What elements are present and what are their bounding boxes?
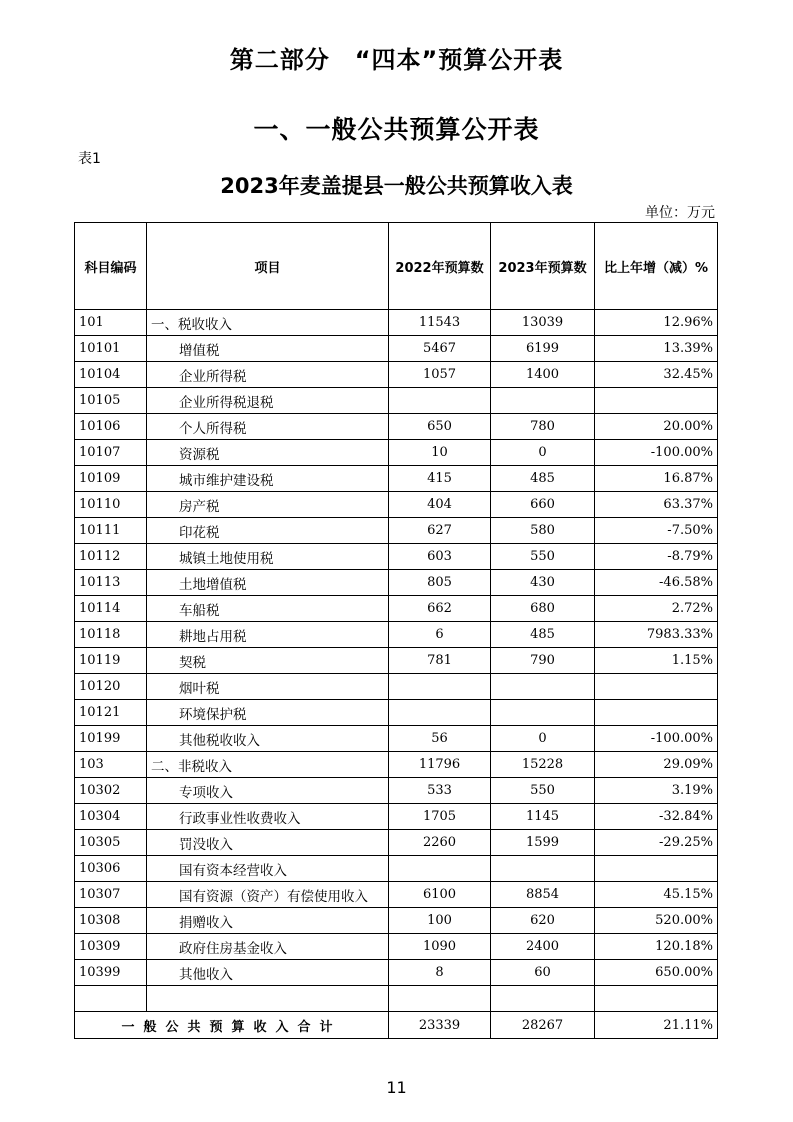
cell-code: 103: [75, 752, 147, 778]
cell-code: 10304: [75, 804, 147, 830]
cell-item: 增值税: [147, 336, 389, 362]
table-row: [75, 544, 718, 570]
cell-item: 耕地占用税: [147, 622, 389, 648]
cell-2023: 620: [491, 908, 595, 934]
cell-code: 10109: [75, 466, 147, 492]
cell-change: 1.15%: [595, 648, 718, 674]
cell-code: 10110: [75, 492, 147, 518]
cell-code: 10309: [75, 934, 147, 960]
table-row: [75, 492, 718, 518]
cell-change: -7.50%: [595, 518, 718, 544]
table-row: [75, 752, 718, 778]
cell-change: 13.39%: [595, 336, 718, 362]
cell-item: 契税: [147, 648, 389, 674]
cell-2022: 2260: [389, 830, 491, 856]
cell-item: 资源税: [147, 440, 389, 466]
cell-2023: 1400: [491, 362, 595, 388]
table-row: [75, 414, 718, 440]
table-title: 2023年麦盖提县一般公共预算收入表: [220, 174, 573, 198]
header-2022: 2022年预算数: [389, 223, 491, 310]
budget-table: [74, 222, 718, 1039]
cell-change: 3.19%: [595, 778, 718, 804]
header-2023: 2023年预算数: [491, 223, 595, 310]
cell-change: [595, 388, 718, 414]
cell-change: 7983.33%: [595, 622, 718, 648]
cell-2023: 1145: [491, 804, 595, 830]
cell-2022: [389, 856, 491, 882]
table-row: [75, 908, 718, 934]
cell-code: 10307: [75, 882, 147, 908]
cell-2022: 650: [389, 414, 491, 440]
cell-2022: 603: [389, 544, 491, 570]
header-code: 科目编码: [75, 223, 147, 310]
table-label: 表1: [78, 151, 101, 167]
cell-change: 120.18%: [595, 934, 718, 960]
header-change: 比上年增（减）%: [595, 223, 718, 310]
table-row: [75, 388, 718, 414]
cell-item: 其他税收收入: [147, 726, 389, 752]
cell-change: [595, 856, 718, 882]
cell-code: 10302: [75, 778, 147, 804]
cell-change: -100.00%: [595, 726, 718, 752]
cell-item: 车船税: [147, 596, 389, 622]
cell-2022: 10: [389, 440, 491, 466]
cell-change: -8.79%: [595, 544, 718, 570]
cell-2023: 0: [491, 726, 595, 752]
cell-item: 二、非税收入: [147, 752, 389, 778]
table-row: [75, 440, 718, 466]
table-row: [75, 622, 718, 648]
table-row: [75, 856, 718, 882]
cell-2023: 15228: [491, 752, 595, 778]
cell-2022: 781: [389, 648, 491, 674]
table-row: [75, 570, 718, 596]
cell-code: 10101: [75, 336, 147, 362]
cell-code: 10119: [75, 648, 147, 674]
header-item: 项目: [147, 223, 389, 310]
table-row: [75, 700, 718, 726]
cell-item: 罚没收入: [147, 830, 389, 856]
total-row: [75, 1012, 718, 1039]
cell-2023: 780: [491, 414, 595, 440]
cell-2022: 1705: [389, 804, 491, 830]
cell-2023: 680: [491, 596, 595, 622]
cell-2022: 415: [389, 466, 491, 492]
cell-2023: [491, 700, 595, 726]
cell-change: 32.45%: [595, 362, 718, 388]
cell-2022: 627: [389, 518, 491, 544]
table-header-row: [75, 223, 718, 310]
table-row: [75, 518, 718, 544]
cell-2023: 8854: [491, 882, 595, 908]
cell-change: 29.09%: [595, 752, 718, 778]
cell-item: 烟叶税: [147, 674, 389, 700]
cell-code: 10106: [75, 414, 147, 440]
cell-change: [595, 986, 718, 1012]
cell-code: [75, 986, 147, 1012]
cell-item: 个人所得税: [147, 414, 389, 440]
part-title: 第二部分 “四本”预算公开表: [229, 46, 564, 74]
cell-item: 国有资本经营收入: [147, 856, 389, 882]
cell-code: 10120: [75, 674, 147, 700]
cell-change: -32.84%: [595, 804, 718, 830]
cell-2023: 13039: [491, 310, 595, 336]
cell-2023: [491, 388, 595, 414]
cell-change: 12.96%: [595, 310, 718, 336]
total-2022: 23339: [389, 1012, 491, 1039]
cell-code: 10199: [75, 726, 147, 752]
table-row: [75, 362, 718, 388]
table-body: [75, 310, 718, 1012]
cell-2023: [491, 986, 595, 1012]
unit-label: 单位：万元: [645, 205, 715, 221]
cell-code: 10306: [75, 856, 147, 882]
cell-2023: 430: [491, 570, 595, 596]
cell-code: 10114: [75, 596, 147, 622]
cell-2022: [389, 700, 491, 726]
cell-code: 10107: [75, 440, 147, 466]
cell-2023: 550: [491, 778, 595, 804]
cell-item: 专项收入: [147, 778, 389, 804]
cell-change: 63.37%: [595, 492, 718, 518]
cell-2022: [389, 986, 491, 1012]
cell-change: 2.72%: [595, 596, 718, 622]
cell-item: 土地增值税: [147, 570, 389, 596]
cell-code: 10105: [75, 388, 147, 414]
cell-item: 企业所得税: [147, 362, 389, 388]
cell-2022: 5467: [389, 336, 491, 362]
cell-change: 16.87%: [595, 466, 718, 492]
section-title: 一、一般公共预算公开表: [253, 115, 540, 144]
table-row: [75, 778, 718, 804]
cell-item: 其他收入: [147, 960, 389, 986]
cell-change: [595, 700, 718, 726]
cell-2022: 662: [389, 596, 491, 622]
cell-2022: 404: [389, 492, 491, 518]
cell-code: 10112: [75, 544, 147, 570]
cell-item: 捐赠收入: [147, 908, 389, 934]
total-label: 一般公共预算收入合计: [75, 1012, 389, 1039]
cell-2022: 6100: [389, 882, 491, 908]
table-row: [75, 804, 718, 830]
cell-item: 印花税: [147, 518, 389, 544]
cell-2022: 1090: [389, 934, 491, 960]
cell-2023: 580: [491, 518, 595, 544]
cell-item: [147, 986, 389, 1012]
cell-code: 10308: [75, 908, 147, 934]
cell-2023: [491, 856, 595, 882]
cell-2022: 11796: [389, 752, 491, 778]
cell-change: 650.00%: [595, 960, 718, 986]
cell-change: 20.00%: [595, 414, 718, 440]
cell-2023: [491, 674, 595, 700]
cell-2022: 100: [389, 908, 491, 934]
cell-item: 房产税: [147, 492, 389, 518]
cell-code: 10113: [75, 570, 147, 596]
cell-2023: 485: [491, 622, 595, 648]
table-row: [75, 986, 718, 1012]
cell-code: 10118: [75, 622, 147, 648]
cell-change: -29.25%: [595, 830, 718, 856]
table-row: [75, 882, 718, 908]
total-2023: 28267: [491, 1012, 595, 1039]
cell-item: 政府住房基金收入: [147, 934, 389, 960]
cell-item: 一、税收收入: [147, 310, 389, 336]
cell-change: 45.15%: [595, 882, 718, 908]
total-change: 21.11%: [595, 1012, 718, 1039]
cell-item: 行政事业性收费收入: [147, 804, 389, 830]
cell-change: [595, 674, 718, 700]
cell-2022: [389, 388, 491, 414]
table-row: [75, 726, 718, 752]
cell-2022: 6: [389, 622, 491, 648]
cell-2023: 60: [491, 960, 595, 986]
cell-change: 520.00%: [595, 908, 718, 934]
cell-code: 10305: [75, 830, 147, 856]
cell-code: 10104: [75, 362, 147, 388]
table-row: [75, 466, 718, 492]
cell-2023: 6199: [491, 336, 595, 362]
cell-2023: 1599: [491, 830, 595, 856]
table-row: [75, 310, 718, 336]
table-row: [75, 336, 718, 362]
cell-code: 10399: [75, 960, 147, 986]
cell-2022: 805: [389, 570, 491, 596]
cell-item: 环境保护税: [147, 700, 389, 726]
table-row: [75, 596, 718, 622]
cell-code: 10111: [75, 518, 147, 544]
cell-2023: 790: [491, 648, 595, 674]
cell-2022: 11543: [389, 310, 491, 336]
cell-2022: 1057: [389, 362, 491, 388]
cell-code: 10121: [75, 700, 147, 726]
cell-2023: 485: [491, 466, 595, 492]
cell-change: -46.58%: [595, 570, 718, 596]
cell-2022: 533: [389, 778, 491, 804]
cell-2023: 550: [491, 544, 595, 570]
cell-item: 城市维护建设税: [147, 466, 389, 492]
cell-2023: 0: [491, 440, 595, 466]
table-row: [75, 674, 718, 700]
cell-2022: [389, 674, 491, 700]
page-number: 11: [386, 1078, 407, 1097]
cell-item: 国有资源（资产）有偿使用收入: [147, 882, 389, 908]
cell-change: -100.00%: [595, 440, 718, 466]
table-row: [75, 934, 718, 960]
cell-2023: 2400: [491, 934, 595, 960]
cell-item: 城镇土地使用税: [147, 544, 389, 570]
cell-item: 企业所得税退税: [147, 388, 389, 414]
cell-2022: 56: [389, 726, 491, 752]
table-row: [75, 648, 718, 674]
table-row: [75, 960, 718, 986]
cell-code: 101: [75, 310, 147, 336]
cell-2022: 8: [389, 960, 491, 986]
table-row: [75, 830, 718, 856]
cell-2023: 660: [491, 492, 595, 518]
